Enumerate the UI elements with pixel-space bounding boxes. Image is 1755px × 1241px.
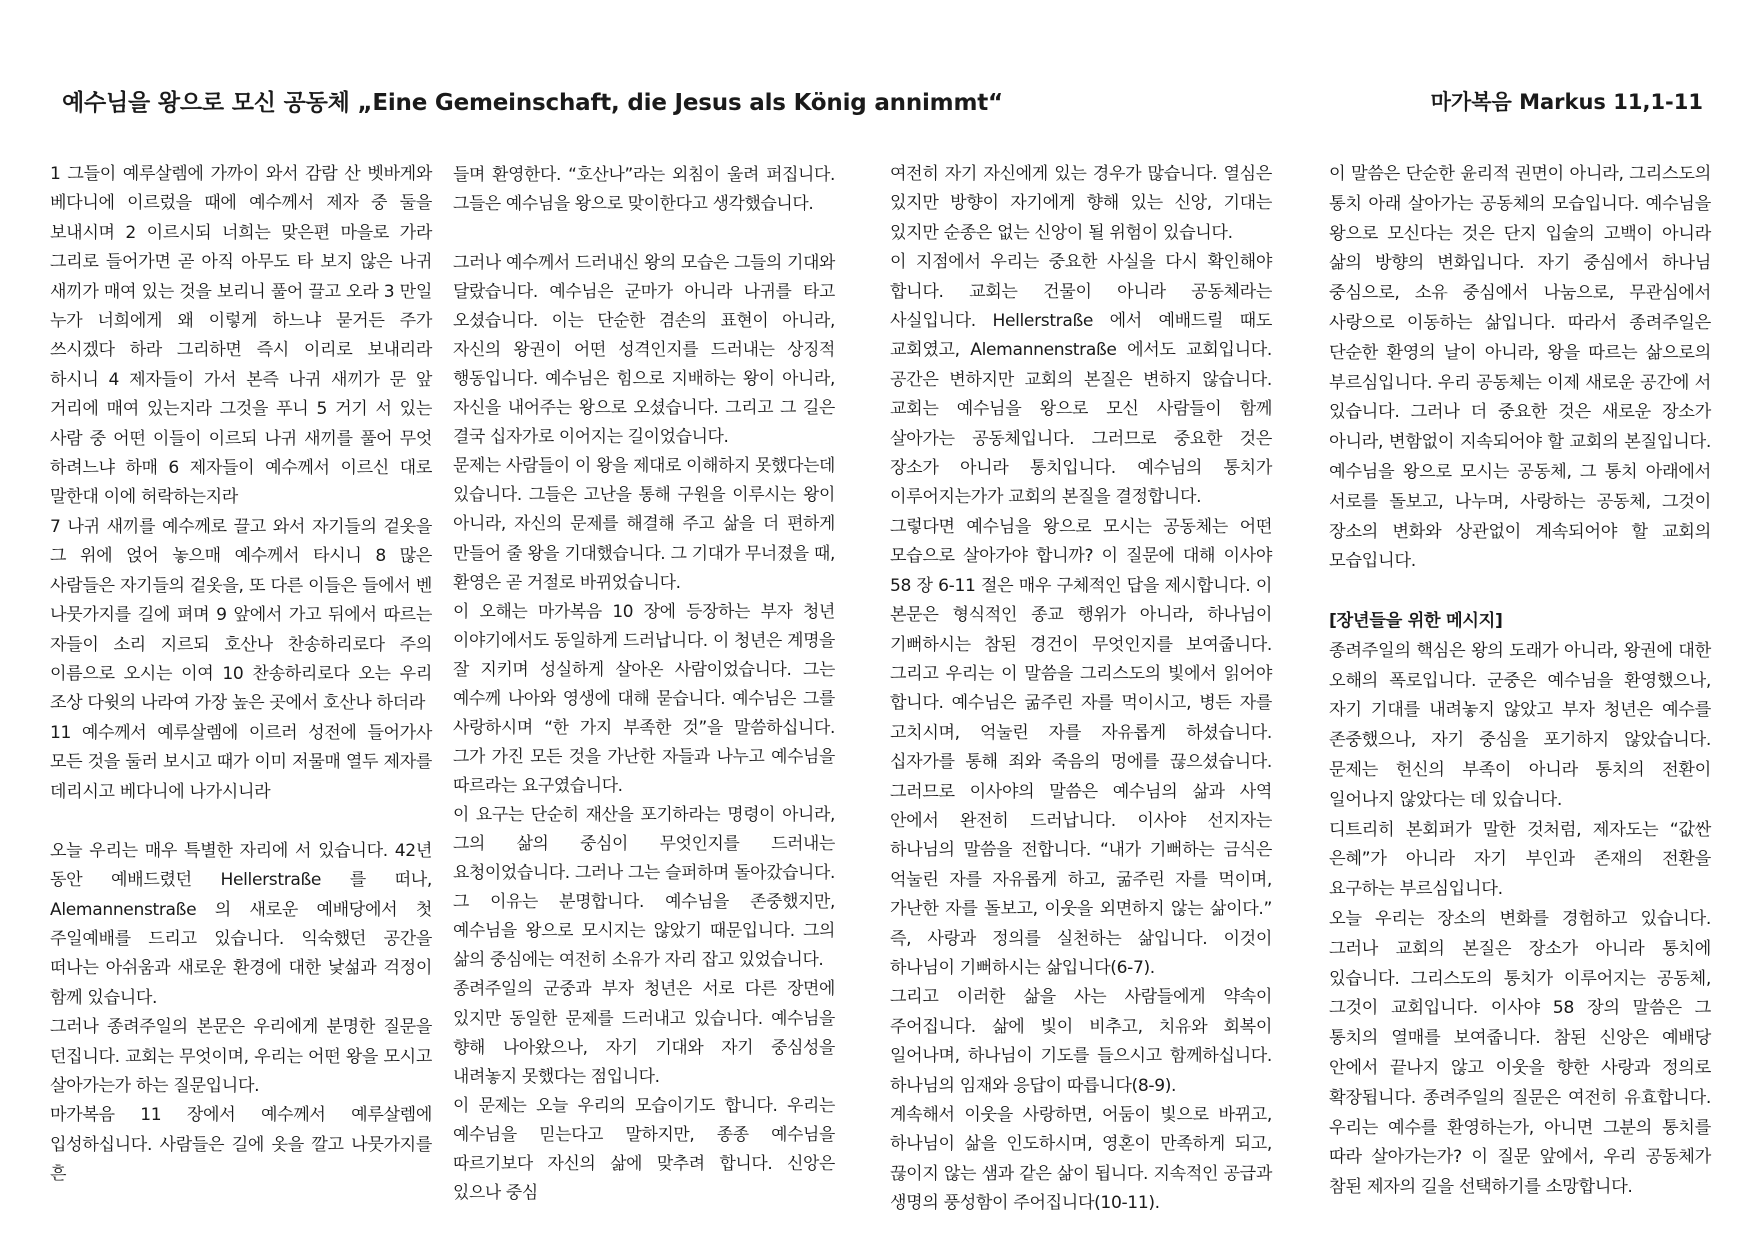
sermon-paragraph: 그러나 종려주일의 본문은 우리에게 분명한 질문을 던집니다. 교회는 무엇이며, 우리는 어떤 왕을 모시고 살아가는가 하는 질문입니다. <box>50 1017 432 1096</box>
sermon-paragraph: 그러나 예수께서 드러내신 왕의 모습은 그들의 기대와 달랐습니다. 예수님은 군마가 아니라 나귀를 타고 오셨습니다. 이는 단순한 겸손의 표현이 아니라, 자신의 왕권이 어떤 성격인지를 드러내는 상징적 행동입니다. 예수님은 힘으로 지배하는 왕이 아니라, 자신을 내어주는 왕으로 오셨습니다. 그리고 그 길은 결국 십자가로 이어지는 길이었습니다. <box>453 251 835 447</box>
sermon-paragraph: 문제는 사람들이 이 왕을 제대로 이해하지 못했다는데 있습니다. 그들은 고난을 통해 구원을 이루시는 왕이 아니라, 자신의 문제를 해결해 주고 삶을 더 편하게 만들어 줄 왕을 기대했습니다. 그 기대가 무너졌을 때, 환영은 곧 거절로 바뀌었습니다. <box>453 455 835 592</box>
text-column-3 <box>890 160 1272 1219</box>
sermon-paragraph: 이 문제는 오늘 우리의 모습이기도 합니다. 우리는 예수님을 믿는다고 말하지만, 종종 예수님을 따르기보다 자신의 삶에 맞추려 합니다. 신앙은 있으나 중심 <box>453 1094 835 1202</box>
text-column-2 <box>453 160 835 1207</box>
sermon-paragraph: 이 지점에서 우리는 중요한 사실을 다시 확인해야 합니다. 교회는 건물이 아니라 공동체라는 사실입니다. Hellerstraße 에서 예배드릴 때도 교회였고, Alemannenstraße 에서도 교회입니다. 공간은 변하지만 교회의 본질은 변하지 않습니다. 교회는 예수님을 왕으로 모신 사람들이 함께 살아가는 공동체입니다. 그러므로 중요한 것은 장소가 아니라 통치입니다. 예수님의 통치가 이루어지는가가 교회의 본질을 결정합니다. <box>890 252 1272 508</box>
section-heading: [장년들을 위한 메시지] <box>1329 610 1503 631</box>
scripture-reference: 마가복음 Markus 11,1-11 <box>1430 90 1703 114</box>
sermon-paragraph: 계속해서 이웃을 사랑하면, 어둠이 빛으로 바뀌고, 하나님이 삶을 인도하시며, 영혼이 만족하게 되고, 끊이지 않는 샘과 같은 삶이 됩니다. 지속적인 공급과 생명의 풍성함이 주어집니다(10-11). <box>890 1105 1272 1214</box>
sermon-paragraph: 이 요구는 단순히 재산을 포기하라는 명령이 아니라, 그의 삶의 중심이 무엇인지를 드러내는 요청이었습니다. 그러나 그는 슬퍼하며 돌아갔습니다. 그 이유는 분명합니다. 예수님을 존중했지만, 예수님을 왕으로 모시지는 않았기 때문입니다. 그의 삶의 중심에는 여전히 소유가 자리 잡고 있었습니다. <box>453 804 835 970</box>
scripture-verses-7-10: 7 나귀 새끼를 예수께로 끌고 와서 자기들의 겉옷을 그 위에 얹어 놓으매 예수께서 타시니 8 많은 사람들은 자기들의 겉옷을, 또 다른 이들은 들에서 벤 나뭇가지를 길에 펴며 9 앞에서 가고 뒤에서 따르는 자들이 소리 지르되 호산나 찬송하리로다 주의 이름으로 오시는 이여 10 찬송하리로다 오는 우리 조상 다윗의 나라여 가장 높은 곳에서 호산나 하더라 <box>50 516 432 714</box>
sermon-paragraph: 그렇다면 예수님을 왕으로 모시는 공동체는 어떤 모습으로 살아가야 합니까? 이 질문에 대해 이사야 58 장 6-11 절은 매우 구체적인 답을 제시합니다. 이 본문은 형식적인 종교 행위가 아니라, 하나님이 기뻐하시는 참된 경건이 무엇인지를 보여줍니다. 그리고 우리는 이 말씀을 그리스도의 빛에서 읽어야 합니다. 예수님은 굶주린 자를 먹이시고, 병든 자를 고치시며, 억눌린 자를 자유롭게 하셨습니다. 십자가를 통해 죄와 죽음의 멍에를 끊으셨습니다. 그러므로 이사야의 말씀은 예수님의 삶과 사역 안에서 완전히 드러납니다. 이사야 선지자는 하나님의 말씀을 전합니다. “내가 기뻐하는 금식은 억눌린 자를 자유롭게 하고, 굶주린 자를 먹이며, 가난한 자를 돌보고, 이웃을 외면하지 않는 삶이다.” 즉, 사랑과 정의를 실천하는 삶입니다. 이것이 하나님이 기뻐하시는 삶입니다(6-7). <box>890 516 1272 978</box>
sermon-paragraph: 이 오해는 마가복음 10 장에 등장하는 부자 청년 이야기에서도 동일하게 드러납니다. 이 청년은 계명을 잘 지키며 성실하게 살아온 사람이었습니다. 그는 예수께 나아와 영생에 대해 묻습니다. 예수님은 그를 사랑하시며 “한 가지 부족한 것”을 말씀하십니다. 그가 가진 모든 것을 가난한 자들과 나누고 예수님을 따르라는 요구였습니다. <box>453 600 835 796</box>
text-column-1 <box>50 160 432 1190</box>
sermon-paragraph: 마가복음 11 장에서 예수께서 예루살렘에 입성하십니다. 사람들은 길에 옷을 깔고 나뭇가지를 흔 <box>50 1105 432 1185</box>
message-paragraph: 종려주일의 핵심은 왕의 도래가 아니라, 왕권에 대한 오해의 폭로입니다. 군중은 예수님을 환영했으나, 자기 기대를 내려놓지 않았고 부자 청년은 예수를 존중했으나, 자기 중심을 포기하지 않았습니다. 문제는 헌신의 부족이 아니라 통치의 전환이 일어나지 않았다는 데 있습니다. <box>1329 640 1711 810</box>
sermon-paragraph: 오늘 우리는 매우 특별한 자리에 서 있습니다. 42년 동안 예배드렸던 Hellerstraße 를 떠나, Alemannenstraße 의 새로운 예배당에서 첫 주일예배를 드리고 있습니다. 익숙했던 공간을 떠나는 아쉬움과 새로운 환경에 대한 낯섦과 걱정이 함께 있습니다. <box>50 840 432 1008</box>
sermon-paragraph: 이 말씀은 단순한 윤리적 권면이 아니라, 그리스도의 통치 아래 살아가는 공동체의 모습입니다. 예수님을 왕으로 모신다는 것은 단지 입술의 고백이 아니라 삶의 방향의 변화입니다. 자기 중심에서 하나님 중심으로, 소유 중심에서 나눔으로, 무관심에서 사랑으로 이동하는 삶입니다. 따라서 종려주일은 단순한 환영의 날이 아니라, 왕을 따르는 삶으로의 부르심입니다. 우리 공동체는 이제 새로운 공간에 서 있습니다. 그러나 더 중요한 것은 새로운 장소가 아니라, 변함없이 지속되어야 할 교회의 본질입니다. 예수님을 왕으로 모시는 공동체, 그 통치 아래에서 서로를 돌보고, 나누며, 사랑하는 공동체, 그것이 장소의 변화와 상관없이 계속되어야 할 교회의 모습입니다. <box>1329 164 1711 572</box>
page-title: 예수님을 왕으로 모신 공동체 „Eine Gemeinschaft, die Jesus als König annimmt“ <box>62 90 1003 116</box>
sermon-paragraph: 종려주일의 군중과 부자 청년은 서로 다른 장면에 있지만 동일한 문제를 드러내고 있습니다. 예수님을 향해 나아왔으나, 자기 기대와 자기 중심성을 내려놓지 못했다는 점입니다. <box>453 978 835 1086</box>
message-paragraph: 오늘 우리는 장소의 변화를 경험하고 있습니다. 그러나 교회의 본질은 장소가 아니라 통치에 있습니다. 그리스도의 통치가 이루어지는 공동체, 그것이 교회입니다. 이사야 58 장의 말씀은 그 통치의 열매를 보여줍니다. 참된 신앙은 예배당 안에서 끝나지 않고 이웃을 향한 사랑과 정의로 확장됩니다. 종려주일의 질문은 여전히 유효합니다. 우리는 예수를 환영하는가, 아니면 그분의 통치를 따라 살아가는가? 이 질문 앞에서, 우리 공동체가 참된 제자의 길을 선택하기를 소망합니다. <box>1329 908 1711 1198</box>
text-column-4 <box>1329 160 1711 1203</box>
sermon-paragraph: 여전히 자기 자신에게 있는 경우가 많습니다. 열심은 있지만 방향이 자기에게 향해 있는 신앙, 기대는 있지만 순종은 없는 신앙이 될 위험이 있습니다. <box>890 164 1272 243</box>
sermon-paragraph: 그리고 이러한 삶을 사는 사람들에게 약속이 주어집니다. 삶에 빛이 비추고, 치유와 회복이 일어나며, 하나님이 기도를 들으시고 함께하십니다. 하나님의 임재와 응답이 따릅니다(8-9). <box>890 987 1272 1096</box>
message-paragraph: 디트리히 본회퍼가 말한 것처럼, 제자도는 “값싼 은혜”가 아니라 자기 부인과 존재의 전환을 요구하는 부르심입니다. <box>1329 819 1711 900</box>
sermon-paragraph: 들며 환영한다. “호산나”라는 외침이 울려 퍼집니다. 그들은 예수님을 왕으로 맞이한다고 생각했습니다. <box>453 164 835 214</box>
scripture-verse-11: 11 예수께서 예루살렘에 이르러 성전에 들어가사 모든 것을 둘러 보시고 때가 이미 저물매 열두 제자를 데리시고 베다니에 나가시니라 <box>50 722 432 802</box>
scripture-verses-1-6: 1 그들이 예루살렘에 가까이 와서 감람 산 벳바게와 베다니에 이르렀을 때에 예수께서 제자 중 둘을 보내시며 2 이르시되 너희는 맞은편 마을로 가라 그리로 들어가면 곧 아직 아무도 타 보지 않은 나귀 새끼가 매여 있는 것을 보리니 풀어 끌고 오라 3 만일 누가 너희에게 왜 이렇게 하느냐 묻거든 주가 쓰시겠다 하라 그리하면 즉시 이리로 보내리라 하시니 4 제자들이 가서 본즉 나귀 새끼가 문 앞 거리에 매여 있는지라 그것을 푸니 5 거기 서 있는 사람 중 어떤 이들이 이르되 나귀 새끼를 풀어 무엇 하려느냐 하매 6 제자들이 예수께서 이르신 대로 말한대 이에 허락하는지라 <box>50 164 432 508</box>
